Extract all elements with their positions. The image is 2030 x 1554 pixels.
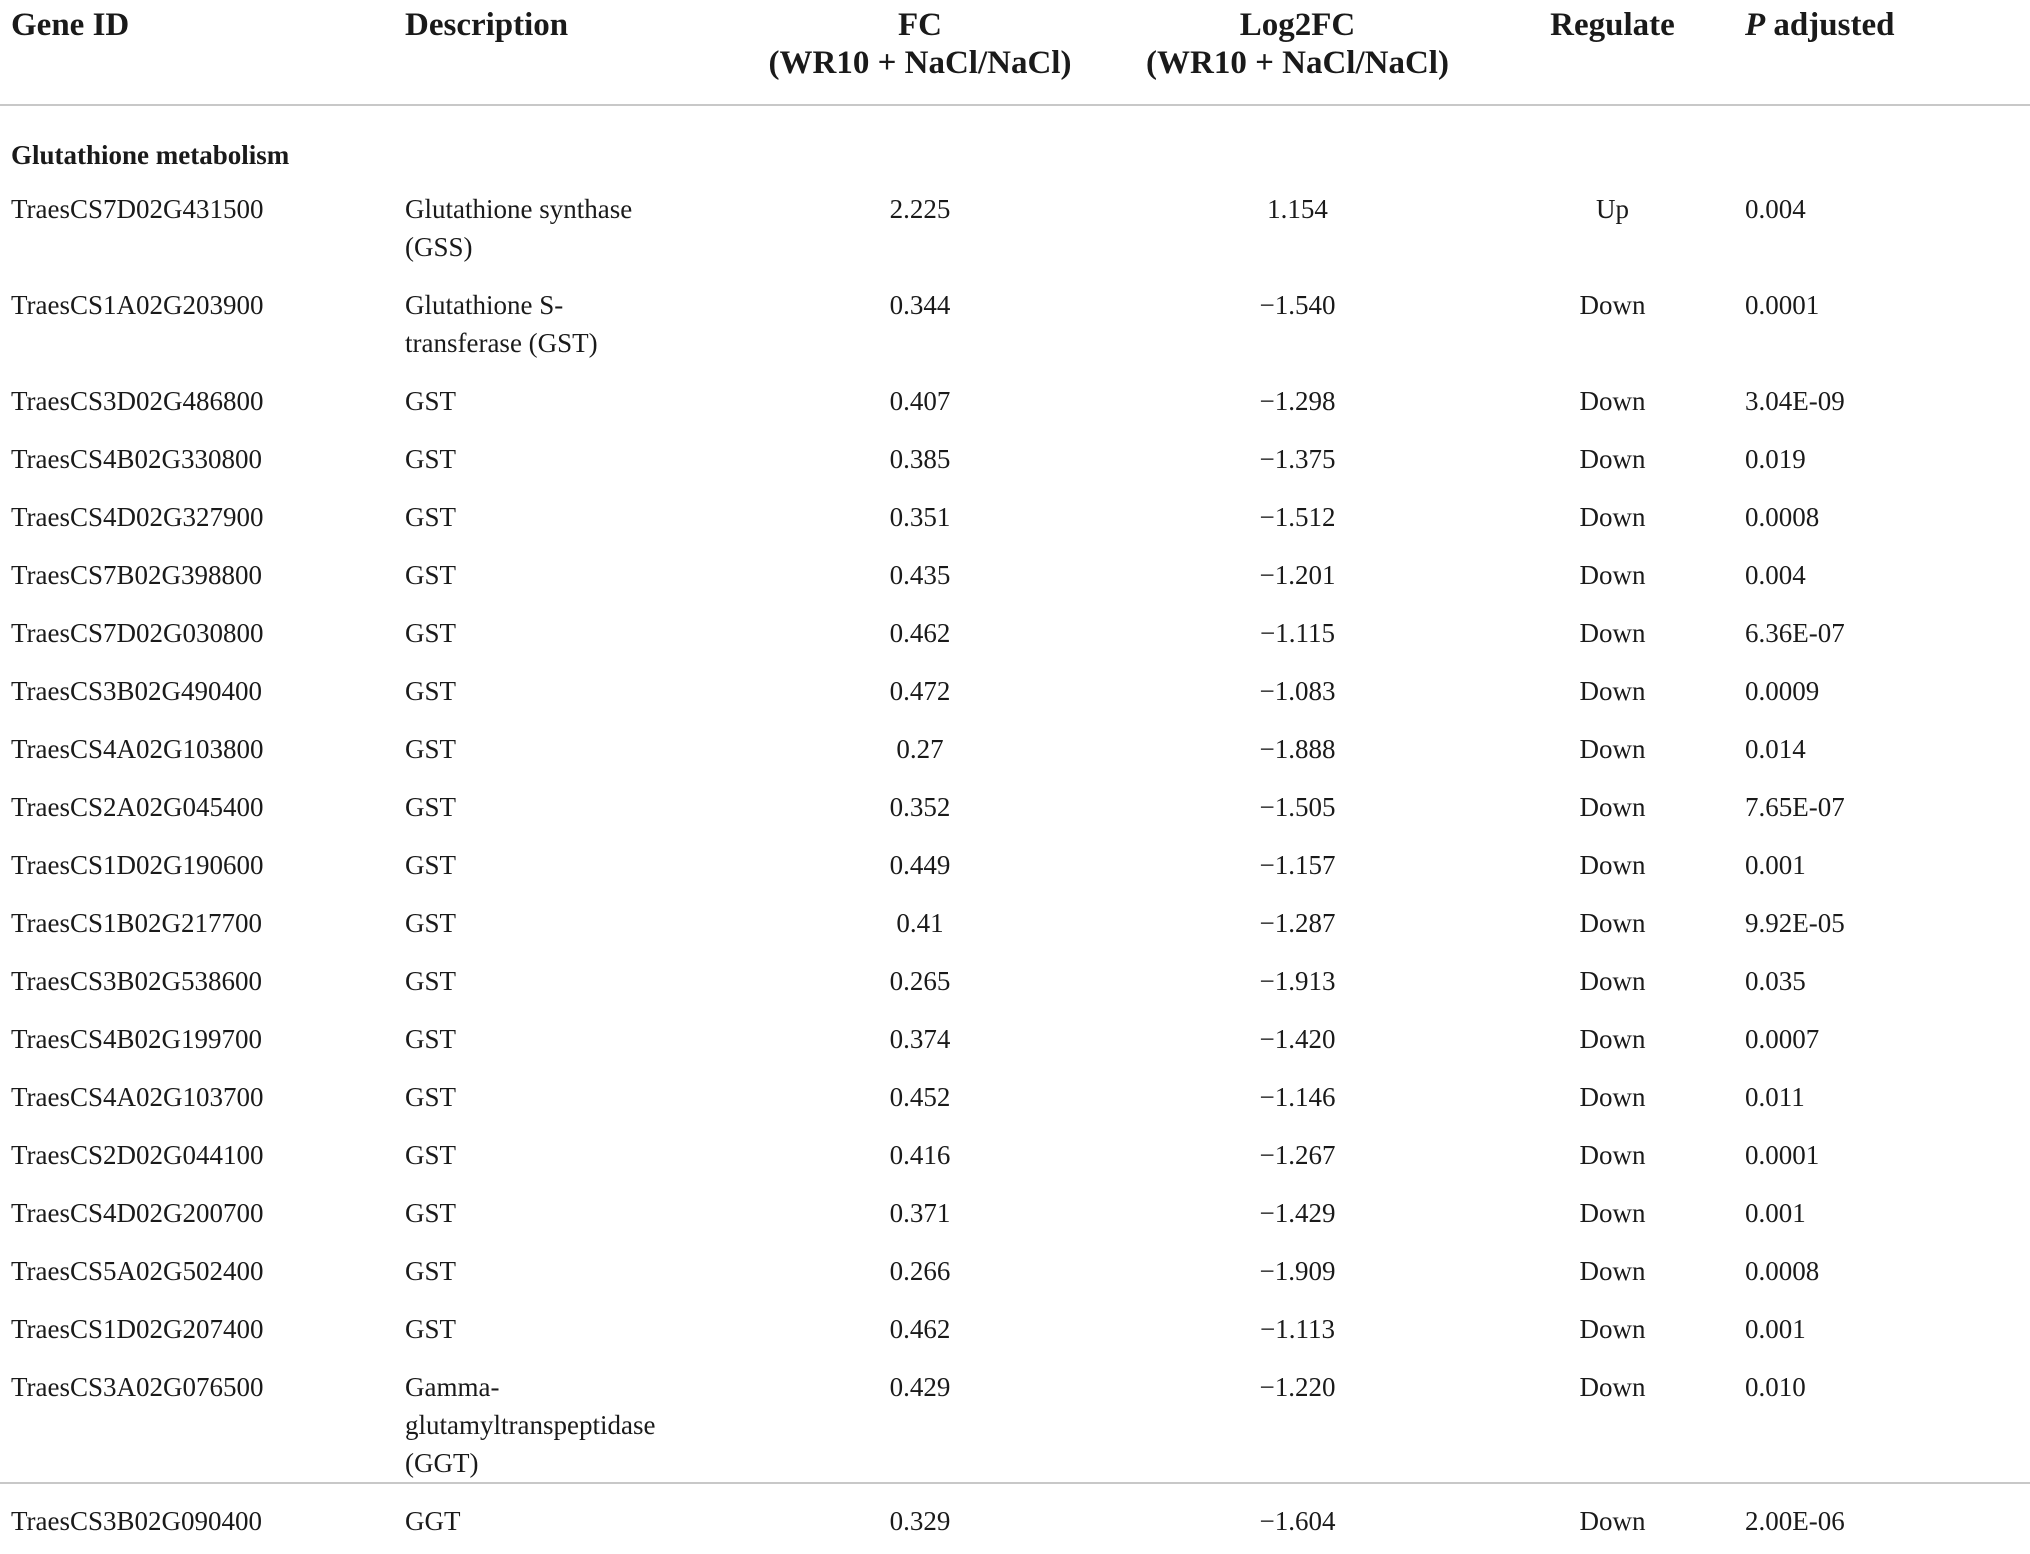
cell-regulate: Down bbox=[1579, 734, 1646, 764]
cell-gene-id: TraesCS4B02G199700 bbox=[11, 1024, 263, 1054]
cell-fc: 0.462 bbox=[889, 1314, 951, 1344]
cell-gene-id: TraesCS3B02G538600 bbox=[11, 966, 263, 996]
header-log2fc-line2: (WR10 + NaCl/NaCl) bbox=[1146, 45, 1449, 81]
table-row bbox=[0, 1496, 2030, 1554]
table-row bbox=[0, 376, 2030, 434]
cell-gene-id: TraesCS4A02G103700 bbox=[11, 1082, 264, 1112]
cell-fc: 0.41 bbox=[896, 908, 944, 938]
cell-fc: 0.429 bbox=[889, 1372, 951, 1402]
cell-fc: 2.225 bbox=[889, 194, 951, 224]
table-row bbox=[0, 898, 2030, 956]
cell-regulate: Down bbox=[1579, 1198, 1646, 1228]
cell-regulate: Down bbox=[1579, 1024, 1646, 1054]
cell-log2fc: −1.201 bbox=[1259, 560, 1336, 590]
cell-p-adjusted: 3.04E-09 bbox=[1745, 386, 1845, 416]
header-fc bbox=[685, 0, 1115, 105]
cell-log2fc: −1.298 bbox=[1259, 386, 1336, 416]
section-row bbox=[0, 105, 2030, 184]
header-log2fc bbox=[1115, 0, 1480, 105]
cell-log2fc: −1.267 bbox=[1259, 1140, 1336, 1170]
table-row bbox=[0, 280, 2030, 376]
cell-fc: 0.385 bbox=[889, 444, 951, 474]
cell-fc: 0.27 bbox=[896, 734, 944, 764]
cell-fc: 0.407 bbox=[889, 386, 951, 416]
header-p-italic: P bbox=[1745, 7, 1766, 43]
cell-regulate: Down bbox=[1579, 908, 1646, 938]
cell-p-adjusted: 0.0001 bbox=[1745, 1140, 1820, 1170]
cell-gene-id: TraesCS1D02G190600 bbox=[11, 850, 264, 880]
cell-log2fc: −1.540 bbox=[1259, 290, 1336, 320]
cell-fc: 0.416 bbox=[889, 1140, 951, 1170]
cell-regulate: Down bbox=[1579, 386, 1646, 416]
cell-regulate: Down bbox=[1579, 792, 1646, 822]
table-row bbox=[0, 840, 2030, 898]
header-gene-id: Gene ID bbox=[0, 0, 405, 105]
table-row bbox=[0, 1072, 2030, 1130]
cell-gene-id: TraesCS7D02G431500 bbox=[11, 194, 264, 224]
cell-p-adjusted: 0.0008 bbox=[1745, 1256, 1820, 1286]
cell-regulate: Down bbox=[1579, 850, 1646, 880]
header-row bbox=[0, 0, 2030, 105]
table-row bbox=[0, 1246, 2030, 1304]
cell-fc: 0.265 bbox=[889, 966, 951, 996]
cell-p-adjusted: 0.0009 bbox=[1745, 676, 1820, 706]
cell-description: GST bbox=[405, 386, 457, 416]
header-fc-line2: (WR10 + NaCl/NaCl) bbox=[768, 45, 1072, 81]
cell-p-adjusted: 0.001 bbox=[1745, 850, 1806, 880]
cell-fc: 0.462 bbox=[889, 618, 951, 648]
cell-log2fc: −1.429 bbox=[1259, 1198, 1336, 1228]
cell-p-adjusted: 0.0008 bbox=[1745, 502, 1820, 532]
cell-gene-id: TraesCS4D02G200700 bbox=[11, 1198, 264, 1228]
cell-description: GST bbox=[405, 1256, 457, 1286]
cell-gene-id: TraesCS2A02G045400 bbox=[11, 792, 264, 822]
cell-p-adjusted: 0.035 bbox=[1745, 966, 1806, 996]
cell-gene-id: TraesCS4D02G327900 bbox=[11, 502, 264, 532]
cell-p-adjusted: 0.011 bbox=[1745, 1082, 1805, 1112]
cell-log2fc: −1.146 bbox=[1259, 1082, 1336, 1112]
cell-regulate: Down bbox=[1579, 560, 1646, 590]
cell-fc: 0.449 bbox=[889, 850, 951, 880]
cell-log2fc: −1.913 bbox=[1259, 966, 1336, 996]
table-row bbox=[0, 666, 2030, 724]
cell-regulate: Down bbox=[1579, 618, 1646, 648]
header-fc-line1: FC bbox=[898, 7, 942, 43]
cell-description: Glutathione S-transferase (GST) bbox=[405, 290, 598, 358]
cell-fc: 0.352 bbox=[889, 792, 951, 822]
cell-gene-id: TraesCS5A02G502400 bbox=[11, 1256, 264, 1286]
cell-gene-id: TraesCS3B02G490400 bbox=[11, 676, 263, 706]
cell-gene-id: TraesCS4B02G330800 bbox=[11, 444, 263, 474]
table-row bbox=[0, 1304, 2030, 1362]
cell-gene-id: TraesCS1A02G203900 bbox=[11, 290, 264, 320]
cell-regulate: Down bbox=[1579, 444, 1646, 474]
table-row bbox=[0, 956, 2030, 1014]
bottom-rule bbox=[0, 1482, 2030, 1484]
cell-gene-id: TraesCS1B02G217700 bbox=[11, 908, 263, 938]
cell-p-adjusted: 0.0001 bbox=[1745, 290, 1820, 320]
cell-description: GST bbox=[405, 444, 457, 474]
cell-log2fc: −1.157 bbox=[1259, 850, 1336, 880]
cell-log2fc: −1.512 bbox=[1259, 502, 1336, 532]
header-p-adjusted bbox=[1745, 0, 2030, 105]
cell-description: GST bbox=[405, 1314, 457, 1344]
cell-description: GST bbox=[405, 1024, 457, 1054]
cell-p-adjusted: 0.001 bbox=[1745, 1314, 1806, 1344]
cell-regulate: Down bbox=[1579, 1372, 1646, 1402]
table-body bbox=[0, 105, 2030, 1554]
cell-p-adjusted: 2.00E-06 bbox=[1745, 1506, 1845, 1536]
cell-log2fc: −1.113 bbox=[1260, 1314, 1335, 1344]
cell-gene-id: TraesCS7D02G030800 bbox=[11, 618, 264, 648]
cell-p-adjusted: 0.019 bbox=[1745, 444, 1806, 474]
cell-regulate: Down bbox=[1579, 1314, 1646, 1344]
cell-log2fc: −1.420 bbox=[1259, 1024, 1336, 1054]
table-row bbox=[0, 782, 2030, 840]
cell-gene-id: TraesCS3D02G486800 bbox=[11, 386, 264, 416]
cell-regulate: Down bbox=[1579, 290, 1646, 320]
cell-p-adjusted: 6.36E-07 bbox=[1745, 618, 1845, 648]
cell-regulate: Down bbox=[1579, 1082, 1646, 1112]
cell-description: GST bbox=[405, 734, 457, 764]
cell-description: GST bbox=[405, 850, 457, 880]
cell-log2fc: −1.505 bbox=[1259, 792, 1336, 822]
table-row bbox=[0, 1014, 2030, 1072]
cell-p-adjusted: 0.004 bbox=[1745, 194, 1806, 224]
cell-gene-id: TraesCS1D02G207400 bbox=[11, 1314, 264, 1344]
cell-log2fc: −1.220 bbox=[1259, 1372, 1336, 1402]
table-row bbox=[0, 1130, 2030, 1188]
cell-fc: 0.344 bbox=[889, 290, 951, 320]
cell-p-adjusted: 0.004 bbox=[1745, 560, 1806, 590]
cell-regulate: Down bbox=[1579, 1506, 1646, 1536]
cell-p-adjusted: 9.92E-05 bbox=[1745, 908, 1845, 938]
cell-description: GGT bbox=[405, 1506, 461, 1536]
header-regulate: Regulate bbox=[1480, 0, 1745, 105]
cell-description: GST bbox=[405, 618, 457, 648]
cell-gene-id: TraesCS3A02G076500 bbox=[11, 1372, 264, 1402]
cell-fc: 0.452 bbox=[889, 1082, 951, 1112]
cell-p-adjusted: 0.0007 bbox=[1745, 1024, 1820, 1054]
cell-log2fc: −1.604 bbox=[1259, 1506, 1336, 1536]
cell-regulate: Down bbox=[1579, 676, 1646, 706]
table-row bbox=[0, 1188, 2030, 1246]
cell-description: GST bbox=[405, 966, 457, 996]
cell-regulate: Down bbox=[1579, 1256, 1646, 1286]
cell-description: GST bbox=[405, 676, 457, 706]
cell-description: GST bbox=[405, 1082, 457, 1112]
table-row bbox=[0, 550, 2030, 608]
cell-description: GST bbox=[405, 1198, 457, 1228]
table-row bbox=[0, 724, 2030, 782]
cell-description: GST bbox=[405, 908, 457, 938]
cell-description: Gamma-glutamyltranspeptidase (GGT) bbox=[405, 1372, 656, 1478]
cell-gene-id: TraesCS2D02G044100 bbox=[11, 1140, 264, 1170]
cell-p-adjusted: 7.65E-07 bbox=[1745, 792, 1845, 822]
table-row bbox=[0, 492, 2030, 550]
table-header bbox=[0, 0, 2030, 105]
cell-fc: 0.351 bbox=[889, 502, 951, 532]
cell-fc: 0.435 bbox=[889, 560, 951, 590]
table-row bbox=[0, 434, 2030, 492]
cell-log2fc: −1.083 bbox=[1259, 676, 1336, 706]
header-p-rest: adjusted bbox=[1765, 7, 1895, 43]
cell-log2fc: −1.909 bbox=[1259, 1256, 1336, 1286]
cell-gene-id: TraesCS7B02G398800 bbox=[11, 560, 263, 590]
cell-description: GST bbox=[405, 1140, 457, 1170]
cell-fc: 0.472 bbox=[889, 676, 951, 706]
cell-description: Glutathione synthase (GSS) bbox=[405, 194, 633, 262]
cell-fc: 0.266 bbox=[889, 1256, 951, 1286]
header-log2fc-line1: Log2FC bbox=[1239, 7, 1356, 43]
cell-log2fc: −1.115 bbox=[1260, 618, 1335, 648]
cell-gene-id: TraesCS4A02G103800 bbox=[11, 734, 264, 764]
table-row bbox=[0, 1362, 2030, 1496]
cell-log2fc: −1.888 bbox=[1259, 734, 1336, 764]
cell-regulate: Down bbox=[1579, 966, 1646, 996]
cell-regulate: Down bbox=[1579, 1140, 1646, 1170]
cell-p-adjusted: 0.001 bbox=[1745, 1198, 1806, 1228]
cell-description: GST bbox=[405, 792, 457, 822]
cell-regulate: Up bbox=[1596, 194, 1629, 224]
cell-fc: 0.374 bbox=[889, 1024, 951, 1054]
cell-regulate: Down bbox=[1579, 502, 1646, 532]
section-title: Glutathione metabolism bbox=[11, 140, 290, 170]
cell-gene-id: TraesCS3B02G090400 bbox=[11, 1506, 263, 1536]
cell-fc: 0.329 bbox=[889, 1506, 951, 1536]
cell-description: GST bbox=[405, 560, 457, 590]
cell-description: GST bbox=[405, 502, 457, 532]
cell-p-adjusted: 0.014 bbox=[1745, 734, 1806, 764]
header-description: Description bbox=[405, 0, 685, 105]
table-row bbox=[0, 608, 2030, 666]
cell-fc: 0.371 bbox=[889, 1198, 951, 1228]
cell-log2fc: −1.375 bbox=[1259, 444, 1336, 474]
table-row bbox=[0, 184, 2030, 280]
cell-log2fc: −1.287 bbox=[1259, 908, 1336, 938]
cell-log2fc: 1.154 bbox=[1267, 194, 1328, 224]
cell-p-adjusted: 0.010 bbox=[1745, 1372, 1806, 1402]
